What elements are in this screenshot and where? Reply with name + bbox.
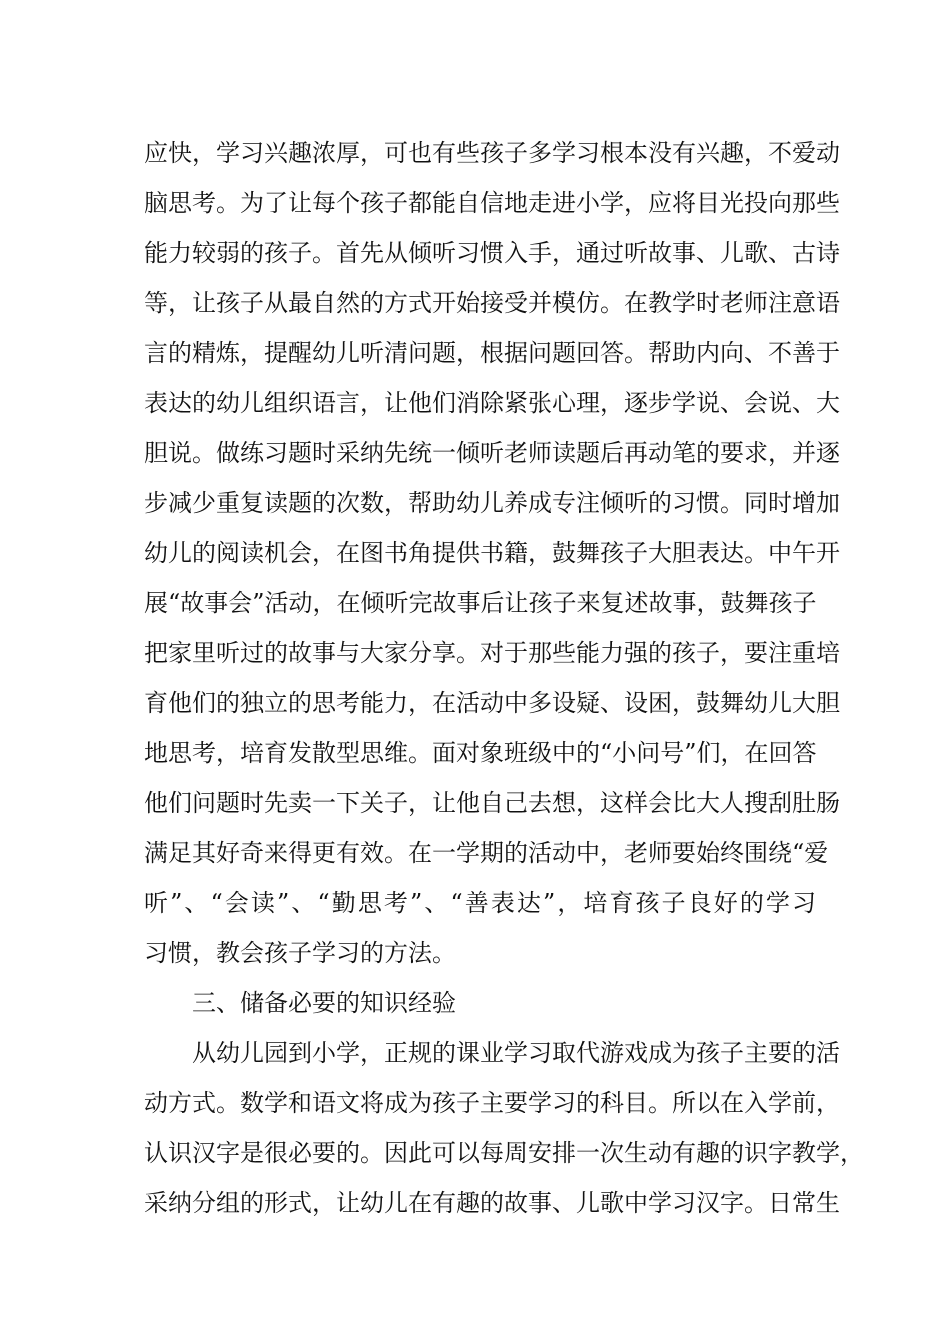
paragraph-line: 脑思考。为了让每个孩子都能自信地走进小学，应将目光投向那些 (144, 189, 840, 217)
paragraph-line: 展“故事会”活动，在倾听完故事后让孩子来复述故事，鼓舞孩子 (144, 589, 817, 617)
paragraph-line: 他们问题时先卖一下关子，让他自己去想，这样会比大人搜刮肚肠 (144, 789, 840, 817)
paragraph-line: 采纳分组的形式，让幼儿在有趣的故事、儿歌中学习汉字。日常生 (144, 1189, 840, 1217)
paragraph-line: 满足其好奇来得更有效。在一学期的活动中，老师要始终围绕“爱 (144, 839, 829, 867)
paragraph-line: 等，让孩子从最自然的方式开始接受并模仿。在教学时老师注意语 (144, 289, 840, 317)
paragraph-line: 应快，学习兴趣浓厚，可也有些孩子多学习根本没有兴趣，不爱动 (144, 139, 840, 167)
paragraph-line: 听”、“会读”、“勤思考”、“善表达”，培育孩子良好的学习 (144, 889, 816, 917)
paragraph-1 (144, 128, 840, 978)
paragraph-line: 从幼儿园到小学，正规的课业学习取代游戏成为孩子主要的活 (192, 1039, 840, 1067)
paragraph-2 (144, 1028, 864, 1228)
paragraph-line: 把家里听过的故事与大家分享。对于那些能力强的孩子，要注重培 (144, 639, 840, 667)
paragraph-line: 幼儿的阅读机会，在图书角提供书籍，鼓舞孩子大胆表达。中午开 (144, 539, 840, 567)
section-heading: 三、储备必要的知识经验 (192, 989, 456, 1017)
paragraph-line: 表达的幼儿组织语言，让他们消除紧张心理，逐步学说、会说、大 (144, 389, 840, 417)
paragraph-line: 能力较弱的孩子。首先从倾听习惯入手，通过听故事、儿歌、古诗 (144, 239, 840, 267)
paragraph-line: 认识汉字是很必要的。因此可以每周安排一次生动有趣的识字教学， (144, 1139, 864, 1167)
paragraph-line: 言的精炼，提醒幼儿听清问题，根据问题回答。帮助内向、不善于 (144, 339, 840, 367)
paragraph-line: 动方式。数学和语文将成为孩子主要学习的科目。所以在入学前， (144, 1089, 840, 1117)
paragraph-line: 习惯，教会孩子学习的方法。 (144, 939, 456, 967)
paragraph-line: 育他们的独立的思考能力，在活动中多设疑、设困，鼓舞幼儿大胆 (144, 689, 840, 717)
document-body (144, 128, 864, 1228)
paragraph-line: 胆说。做练习题时采纳先统一倾听老师读题后再动笔的要求，并逐 (144, 439, 840, 467)
paragraph-line: 地思考，培育发散型思维。面对象班级中的“小问号”们，在回答 (144, 739, 817, 767)
paragraph-line: 步减少重复读题的次数，帮助幼儿养成专注倾听的习惯。同时增加 (144, 489, 840, 517)
